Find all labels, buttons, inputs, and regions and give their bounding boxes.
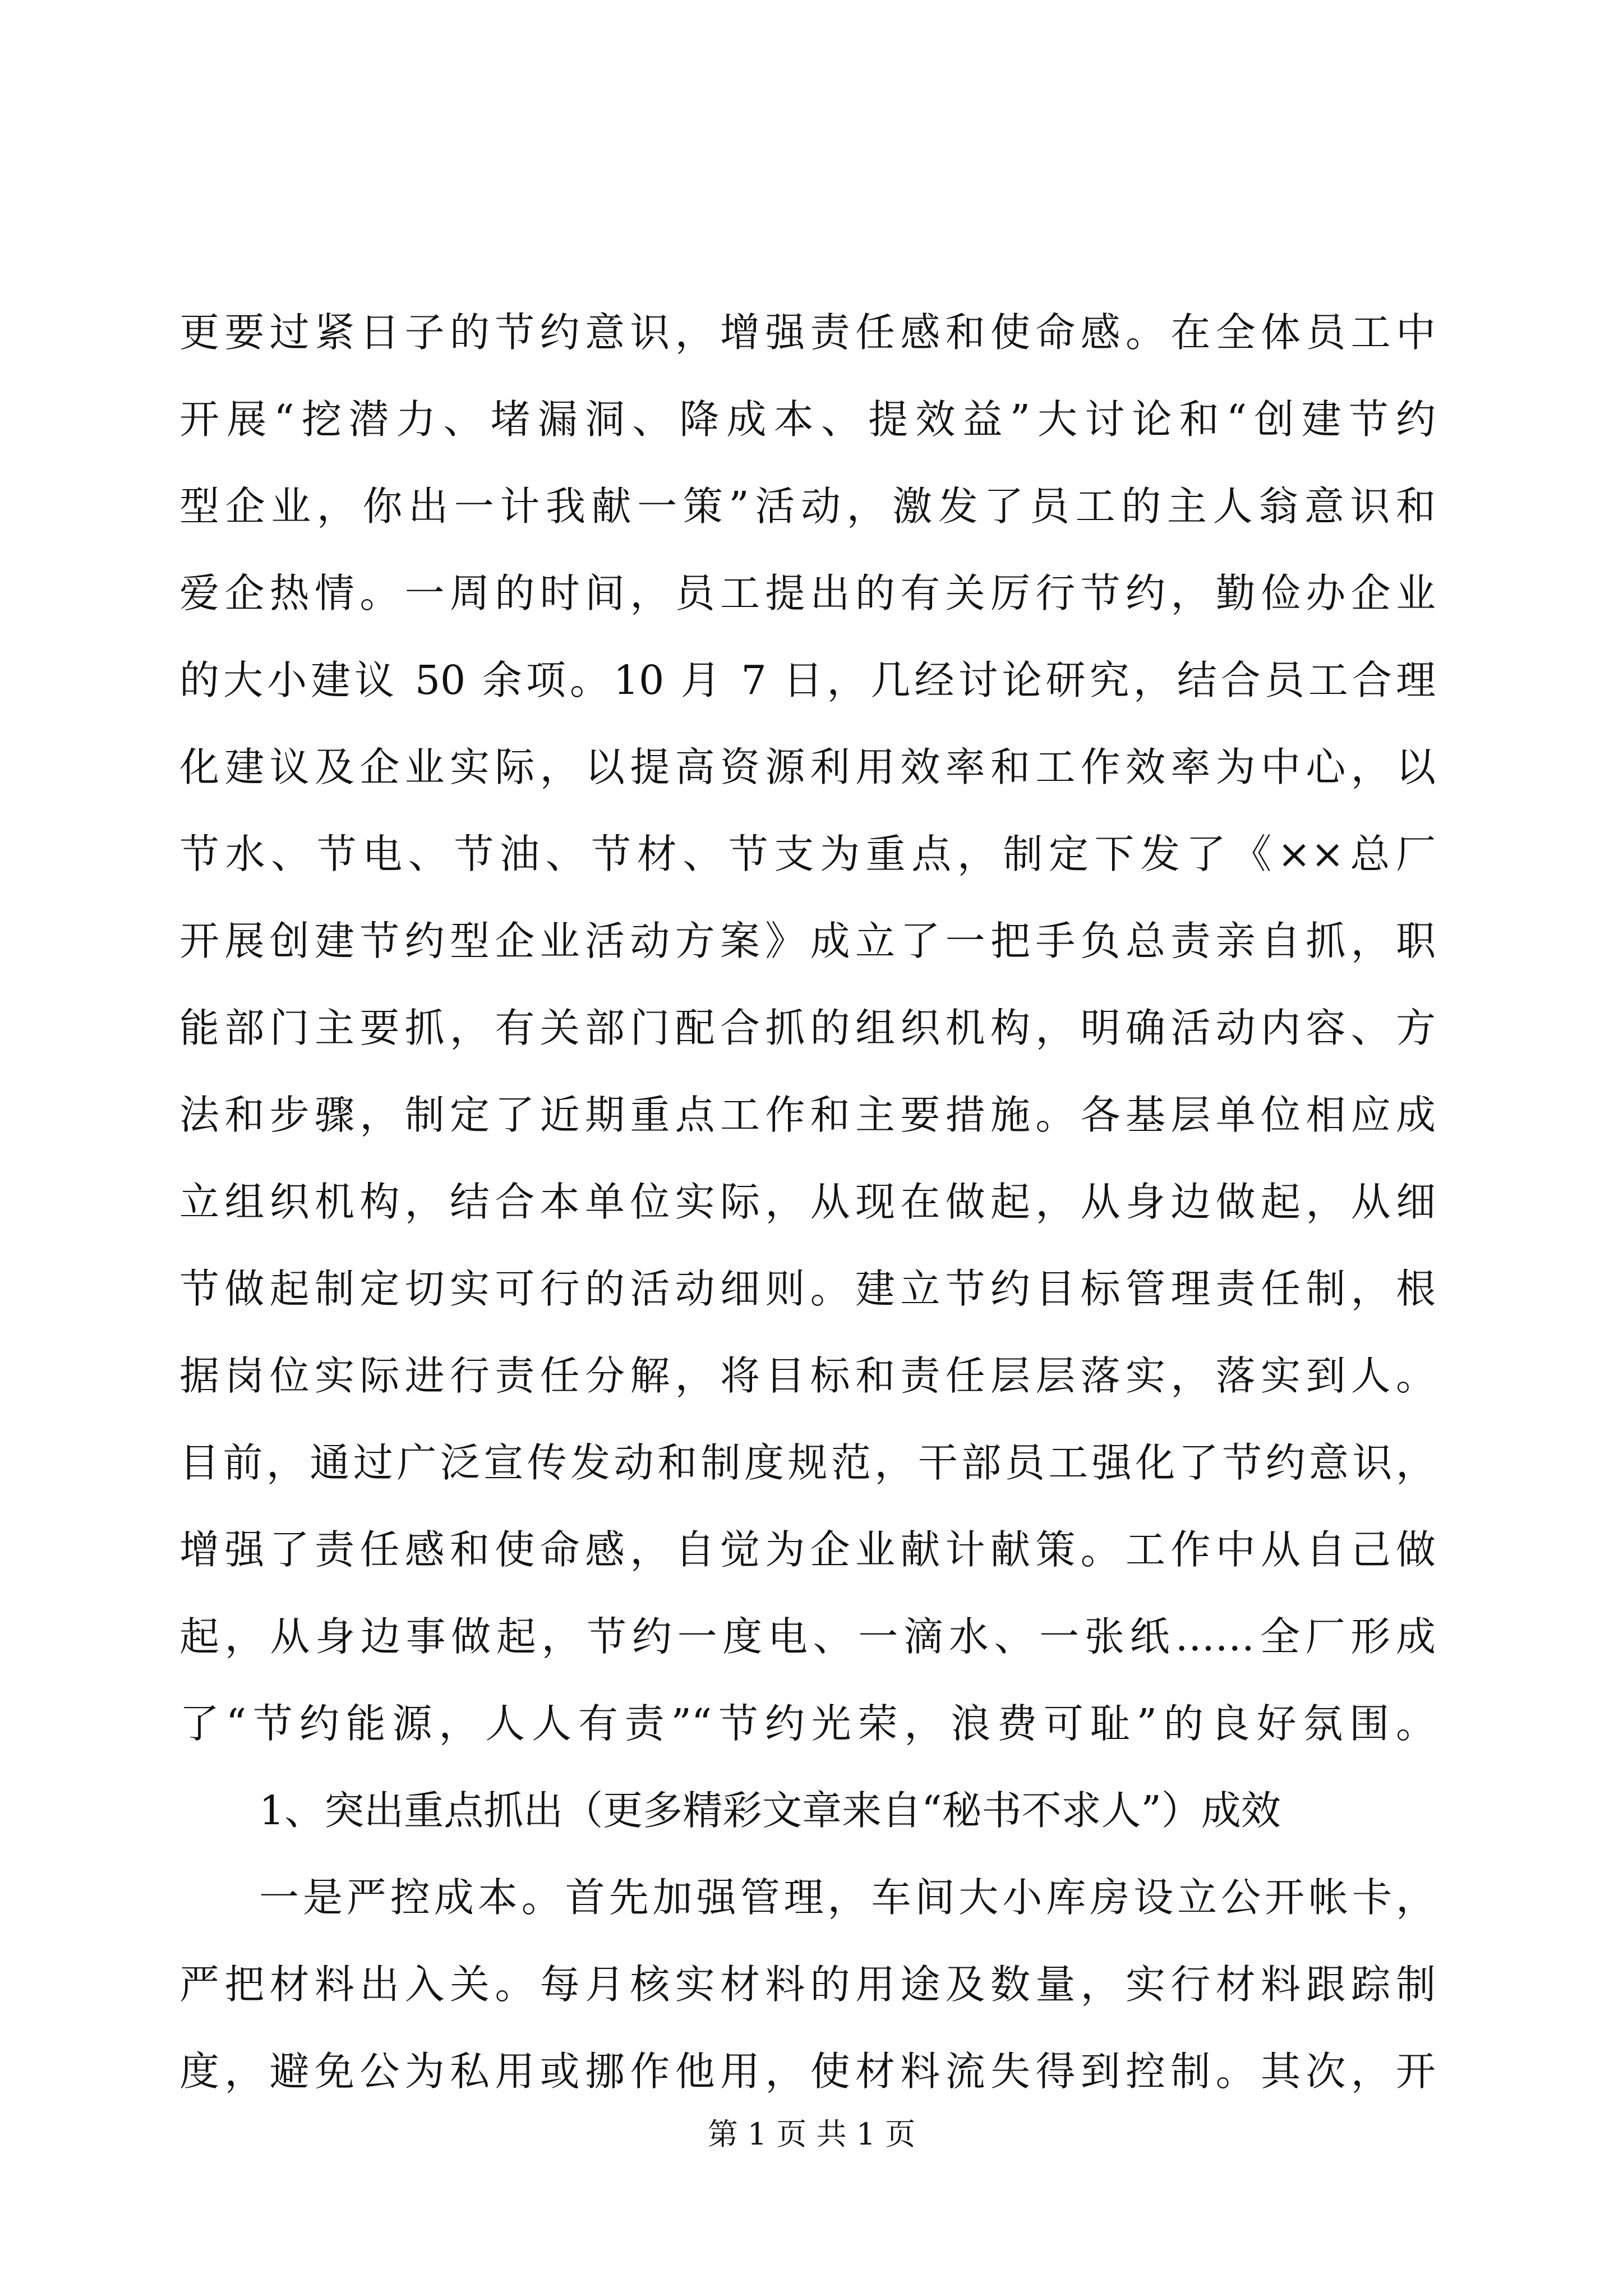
text-line: 度，避免公为私用或挪作他用，使材料流失得到控制。其次，开 bbox=[179, 2048, 1436, 2095]
text-line: 化建议及企业实际，以提高资源利用效率和工作效率为中心，以 bbox=[179, 744, 1436, 790]
text-line: 严把材料出入关。每月核实材料的用途及数量，实行材料跟踪制 bbox=[179, 1961, 1436, 2008]
text-line: 爱企热情。一周的时间，员工提出的有关厉行节约，勤俭办企业 bbox=[179, 570, 1436, 616]
text-line: 据岗位实际进行责任分解，将目标和责任层层落实，落实到人。 bbox=[179, 1352, 1436, 1399]
text-line: 的大小建议 50 余项。10 月 7 日，几经讨论研究，结合员工合理 bbox=[179, 657, 1436, 703]
page-number: 第 1 页 共 1 页 bbox=[707, 2116, 916, 2152]
text-line: 目前，通过广泛宣传发动和制度规范，干部员工强化了节约意识， bbox=[179, 1439, 1436, 1486]
text-line: 能部门主要抓，有关部门配合抓的组织机构，明确活动内容、方 bbox=[179, 1005, 1436, 1051]
text-line: 了“节约能源，人人有责”“节约光荣，浪费可耻”的良好氛围。 bbox=[179, 1700, 1436, 1747]
text-line: 开展“挖潜力、堵漏洞、降成本、提效益”大讨论和“创建节约 bbox=[179, 396, 1436, 443]
text-line: 增强了责任感和使命感，自觉为企业献计献策。工作中从自己做 bbox=[179, 1526, 1436, 1573]
text-line: 起，从身边事做起，节约一度电、一滴水、一张纸……全厂形成 bbox=[179, 1613, 1436, 1660]
text-line: 立组织机构，结合本单位实际，从现在做起，从身边做起，从细 bbox=[179, 1179, 1436, 1225]
text-line: 更要过紧日子的节约意识，增强责任感和使命感。在全体员工中 bbox=[179, 309, 1436, 356]
section-heading: 1、突出重点抓出（更多精彩文章来自“秘书不求人”）成效 bbox=[259, 1787, 1281, 1834]
page-footer bbox=[0, 2115, 1623, 2154]
text-line: 一是严控成本。首先加强管理，车间大小库房设立公开帐卡， bbox=[259, 1874, 1436, 1921]
text-line: 节做起制定切实可行的活动细则。建立节约目标管理责任制，根 bbox=[179, 1266, 1436, 1312]
text-line: 开展创建节约型企业活动方案》成立了一把手负总责亲自抓，职 bbox=[179, 918, 1436, 964]
document-body bbox=[179, 289, 1436, 2115]
text-line: 节水、节电、节油、节材、节支为重点，制定下发了《××总厂 bbox=[179, 831, 1436, 877]
text-line: 法和步骤，制定了近期重点工作和主要措施。各基层单位相应成 bbox=[179, 1092, 1436, 1138]
text-line: 型企业，你出一计我献一策”活动，激发了员工的主人翁意识和 bbox=[179, 483, 1436, 530]
